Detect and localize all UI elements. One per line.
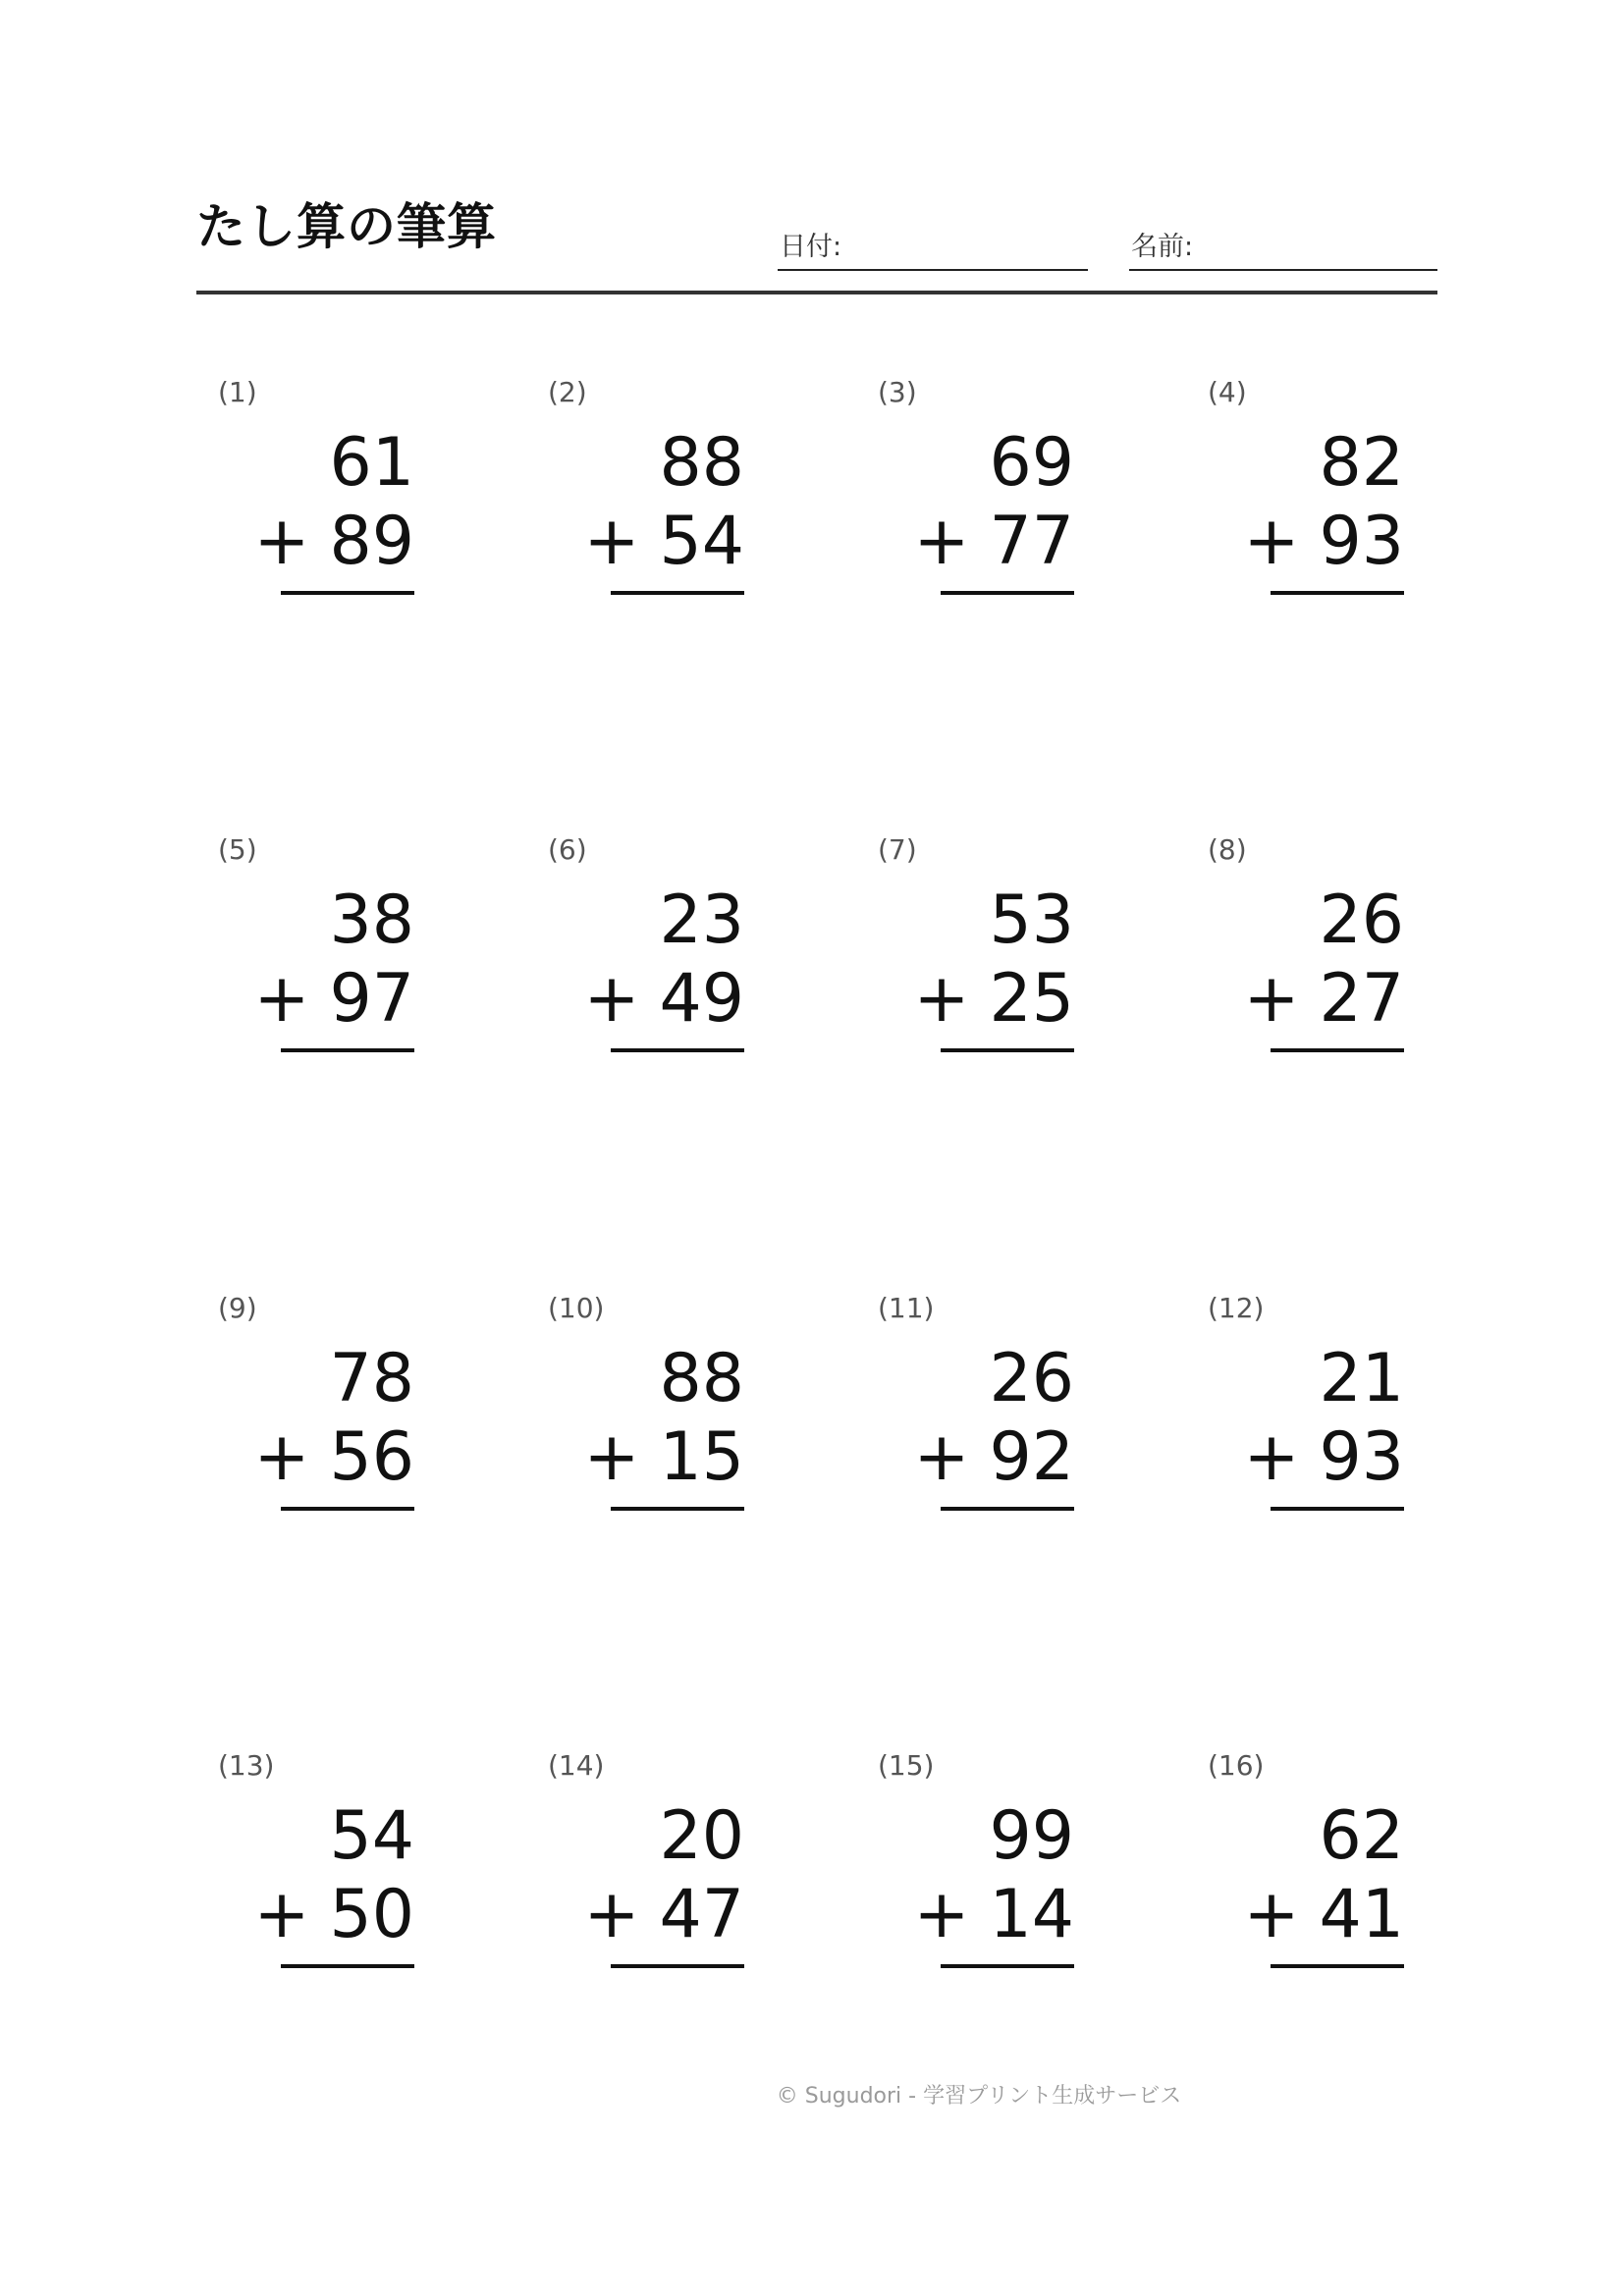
- worksheet-title: たし算の筆算: [196, 198, 497, 255]
- top-operand: 21: [1319, 1340, 1404, 1417]
- problem-number: (1): [218, 376, 257, 408]
- problem-4: [1208, 377, 1404, 632]
- top-operand: 78: [329, 1340, 414, 1417]
- bottom-operand: 89: [329, 503, 414, 580]
- problem-10: [548, 1293, 744, 1548]
- date-label: 日付:: [780, 232, 842, 262]
- bottom-operand: 25: [989, 960, 1074, 1038]
- problem-3: [878, 377, 1074, 632]
- plus-sign: +: [913, 960, 970, 1038]
- plus-sign: +: [583, 1876, 640, 1953]
- problem-8: [1208, 834, 1404, 1090]
- bottom-operand: 50: [329, 1876, 414, 1953]
- problem-number: (9): [218, 1292, 257, 1324]
- footer-copyright: © Sugudori - 学習プリント生成サービス: [776, 2084, 1182, 2109]
- problem-7: [878, 834, 1074, 1090]
- plus-sign: +: [583, 503, 640, 580]
- bottom-operand: 27: [1319, 960, 1404, 1038]
- answer-line[interactable]: [281, 1048, 414, 1052]
- bottom-row: [913, 960, 1074, 1039]
- bottom-row: [913, 1876, 1074, 1954]
- bottom-row: [253, 503, 414, 581]
- top-operand: 88: [659, 424, 744, 502]
- bottom-row: [253, 1876, 414, 1954]
- problem-13: [218, 1750, 414, 2005]
- plus-sign: +: [1243, 1418, 1300, 1496]
- bottom-row: [1243, 960, 1404, 1039]
- answer-line[interactable]: [281, 591, 414, 595]
- bottom-operand: 77: [989, 503, 1074, 580]
- problem-number: (6): [548, 833, 587, 866]
- answer-line[interactable]: [611, 1964, 744, 1968]
- bottom-row: [253, 960, 414, 1039]
- bottom-operand: 92: [989, 1418, 1074, 1496]
- problem-12: [1208, 1293, 1404, 1548]
- problem-11: [878, 1293, 1074, 1548]
- problem-number: (7): [878, 833, 917, 866]
- problem-16: [1208, 1750, 1404, 2005]
- problem-number: (15): [878, 1749, 935, 1782]
- problem-15: [878, 1750, 1074, 2005]
- answer-line[interactable]: [1271, 591, 1404, 595]
- top-operand: 61: [329, 424, 414, 502]
- answer-line[interactable]: [1271, 1964, 1404, 1968]
- problem-number: (12): [1208, 1292, 1265, 1324]
- bottom-operand: 56: [329, 1418, 414, 1496]
- plus-sign: +: [1243, 1876, 1300, 1953]
- top-operand: 69: [989, 424, 1074, 502]
- bottom-row: [583, 1418, 744, 1497]
- top-operand: 38: [329, 881, 414, 959]
- plus-sign: +: [253, 1418, 310, 1496]
- name-label: 名前:: [1131, 232, 1194, 262]
- problem-5: [218, 834, 414, 1090]
- problem-number: (13): [218, 1749, 275, 1782]
- problem-number: (10): [548, 1292, 605, 1324]
- bottom-operand: 47: [659, 1876, 744, 1953]
- answer-line[interactable]: [611, 1048, 744, 1052]
- answer-line[interactable]: [941, 1048, 1074, 1052]
- bottom-operand: 97: [329, 960, 414, 1038]
- problem-number: (16): [1208, 1749, 1265, 1782]
- answer-line[interactable]: [941, 1964, 1074, 1968]
- plus-sign: +: [913, 1876, 970, 1953]
- top-operand: 20: [659, 1797, 744, 1875]
- bottom-row: [1243, 1418, 1404, 1497]
- top-operand: 26: [1319, 881, 1404, 959]
- plus-sign: +: [253, 1876, 310, 1953]
- top-operand: 88: [659, 1340, 744, 1417]
- top-operand: 23: [659, 881, 744, 959]
- problem-number: (2): [548, 376, 587, 408]
- answer-line[interactable]: [281, 1964, 414, 1968]
- plus-sign: +: [583, 1418, 640, 1496]
- top-operand: 82: [1319, 424, 1404, 502]
- plus-sign: +: [1243, 503, 1300, 580]
- top-operand: 53: [989, 881, 1074, 959]
- answer-line[interactable]: [611, 591, 744, 595]
- plus-sign: +: [583, 960, 640, 1038]
- bottom-row: [583, 503, 744, 581]
- plus-sign: +: [253, 960, 310, 1038]
- bottom-row: [583, 1876, 744, 1954]
- plus-sign: +: [913, 503, 970, 580]
- problem-number: (11): [878, 1292, 935, 1324]
- problem-6: [548, 834, 744, 1090]
- plus-sign: +: [913, 1418, 970, 1496]
- problem-14: [548, 1750, 744, 2005]
- answer-line[interactable]: [1271, 1507, 1404, 1511]
- top-operand: 54: [329, 1797, 414, 1875]
- bottom-row: [583, 960, 744, 1039]
- problem-number: (4): [1208, 376, 1247, 408]
- bottom-row: [913, 1418, 1074, 1497]
- problem-number: (8): [1208, 833, 1247, 866]
- answer-line[interactable]: [611, 1507, 744, 1511]
- bottom-operand: 14: [989, 1876, 1074, 1953]
- answer-line[interactable]: [281, 1507, 414, 1511]
- bottom-operand: 49: [659, 960, 744, 1038]
- problem-2: [548, 377, 744, 632]
- answer-line[interactable]: [1271, 1048, 1404, 1052]
- plus-sign: +: [253, 503, 310, 580]
- top-operand: 99: [989, 1797, 1074, 1875]
- bottom-row: [253, 1418, 414, 1497]
- bottom-row: [913, 503, 1074, 581]
- bottom-row: [1243, 1876, 1404, 1954]
- top-operand: 62: [1319, 1797, 1404, 1875]
- top-operand: 26: [989, 1340, 1074, 1417]
- problem-9: [218, 1293, 414, 1548]
- bottom-row: [1243, 503, 1404, 581]
- bottom-operand: 93: [1319, 1418, 1404, 1496]
- plus-sign: +: [1243, 960, 1300, 1038]
- bottom-operand: 41: [1319, 1876, 1404, 1953]
- answer-line[interactable]: [941, 1507, 1074, 1511]
- bottom-operand: 54: [659, 503, 744, 580]
- answer-line[interactable]: [941, 591, 1074, 595]
- bottom-operand: 93: [1319, 503, 1404, 580]
- bottom-operand: 15: [659, 1418, 744, 1496]
- problem-number: (14): [548, 1749, 605, 1782]
- problem-number: (5): [218, 833, 257, 866]
- problem-1: [218, 377, 414, 632]
- problem-number: (3): [878, 376, 917, 408]
